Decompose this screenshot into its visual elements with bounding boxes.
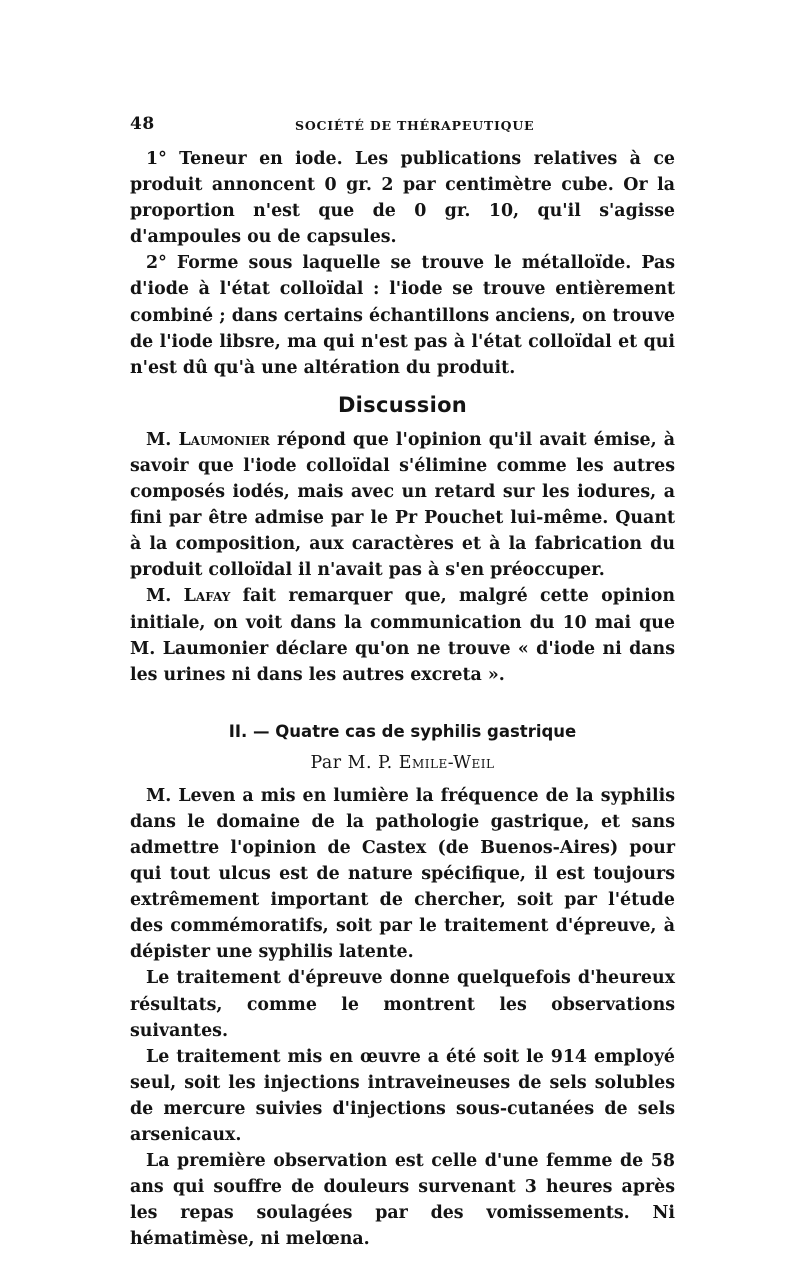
paragraph-laumonier [130, 427, 675, 584]
speaker-prefix: M. [146, 586, 172, 607]
speaker-name-lafay: Lafay [183, 586, 231, 607]
section-title: II. — Quatre cas de syphilis gastrique [228, 721, 577, 741]
speaker-prefix: M. [146, 429, 172, 450]
paragraph-leven: M. Leven a mis en lumière la fréquence de la syphilis dans le domaine de la pathologie gastrique, et sans admettre l'opinion de Castex (de Buenos-Aires) pour qui tout ulcus est de nature spécifique, il est toujours extrêmement important de chercher, soit par l'étude des commémoratifs, soit par le traitement d'épreuve, à dépister une syphilis latente. [130, 785, 675, 963]
page-header [130, 114, 675, 138]
paragraph-trial-treatment: Le traitement d'épreuve donne quelquefois d'heureux résultats, comme le montrent les observations suivantes. [130, 968, 675, 1041]
author-name: Emile-Weil [398, 752, 495, 773]
author-byline [130, 751, 675, 775]
running-head: SOCIÉTÉ DE THÉRAPEUTIQUE [295, 118, 535, 133]
paragraph-laumonier-text: répond que l'opinion qu'il avait émise, à savoir que l'iode colloïdal s'élimine comme les autres composés iodés, mais avec un retard sur les iodures, a fini par être admise par le Pr Pouchet lui-même. Quant à la composition, aux caractères et à la fabrication du produit colloïdal il n'avait pas à s'en préoccuper. [130, 429, 676, 581]
paragraph-metalloid-form: 2° Forme sous laquelle se trouve le métalloïde. Pas d'iode à l'état colloïdal : l'iode se trouve entièrement combiné ; dans certains échantillons anciens, on trouve de l'iode libsre, ma qui n'est pas à l'état colloïdal et qui n'est dû qu'à une altération du produit. [130, 253, 675, 378]
discussion-heading: Discussion [337, 392, 468, 417]
paragraph-first-observation: La première observation est celle d'une femme de 58 ans qui souffre de douleurs survenant 3 heures après les repas soulagées par des vomissements. Ni hématimèse, ni melœna. [130, 1151, 675, 1250]
page-number: 48 [130, 114, 155, 134]
body-text [130, 146, 675, 1252]
paragraph-treatment-methods: Le traitement mis en œuvre a été soit le 914 employé seul, soit les injections intraveineuses de sels solubles de mercure suivies d'injections sous-cutanées de sels arsenicaux. [130, 1046, 675, 1145]
byline-prefix: Par M. P. [310, 752, 393, 773]
paragraph-lafay [130, 583, 675, 687]
paragraph-lafay-text: fait remarquer que, malgré cette opinion initiale, on voit dans la communication du 10 mai que M. Laumonier déclare qu'on ne trouve « d'iode ni dans les urines ni dans les autres excreta ». [130, 586, 676, 685]
speaker-name-laumonier: Laumonier [178, 429, 270, 450]
paragraph-iodine-content: 1° Teneur en iode. Les publications relatives à ce produit annoncent 0 gr. 2 par centimètre cube. Or la proportion n'est que de 0 gr. 10, qu'il s'agisse d'ampoules ou de capsules. [130, 149, 675, 248]
